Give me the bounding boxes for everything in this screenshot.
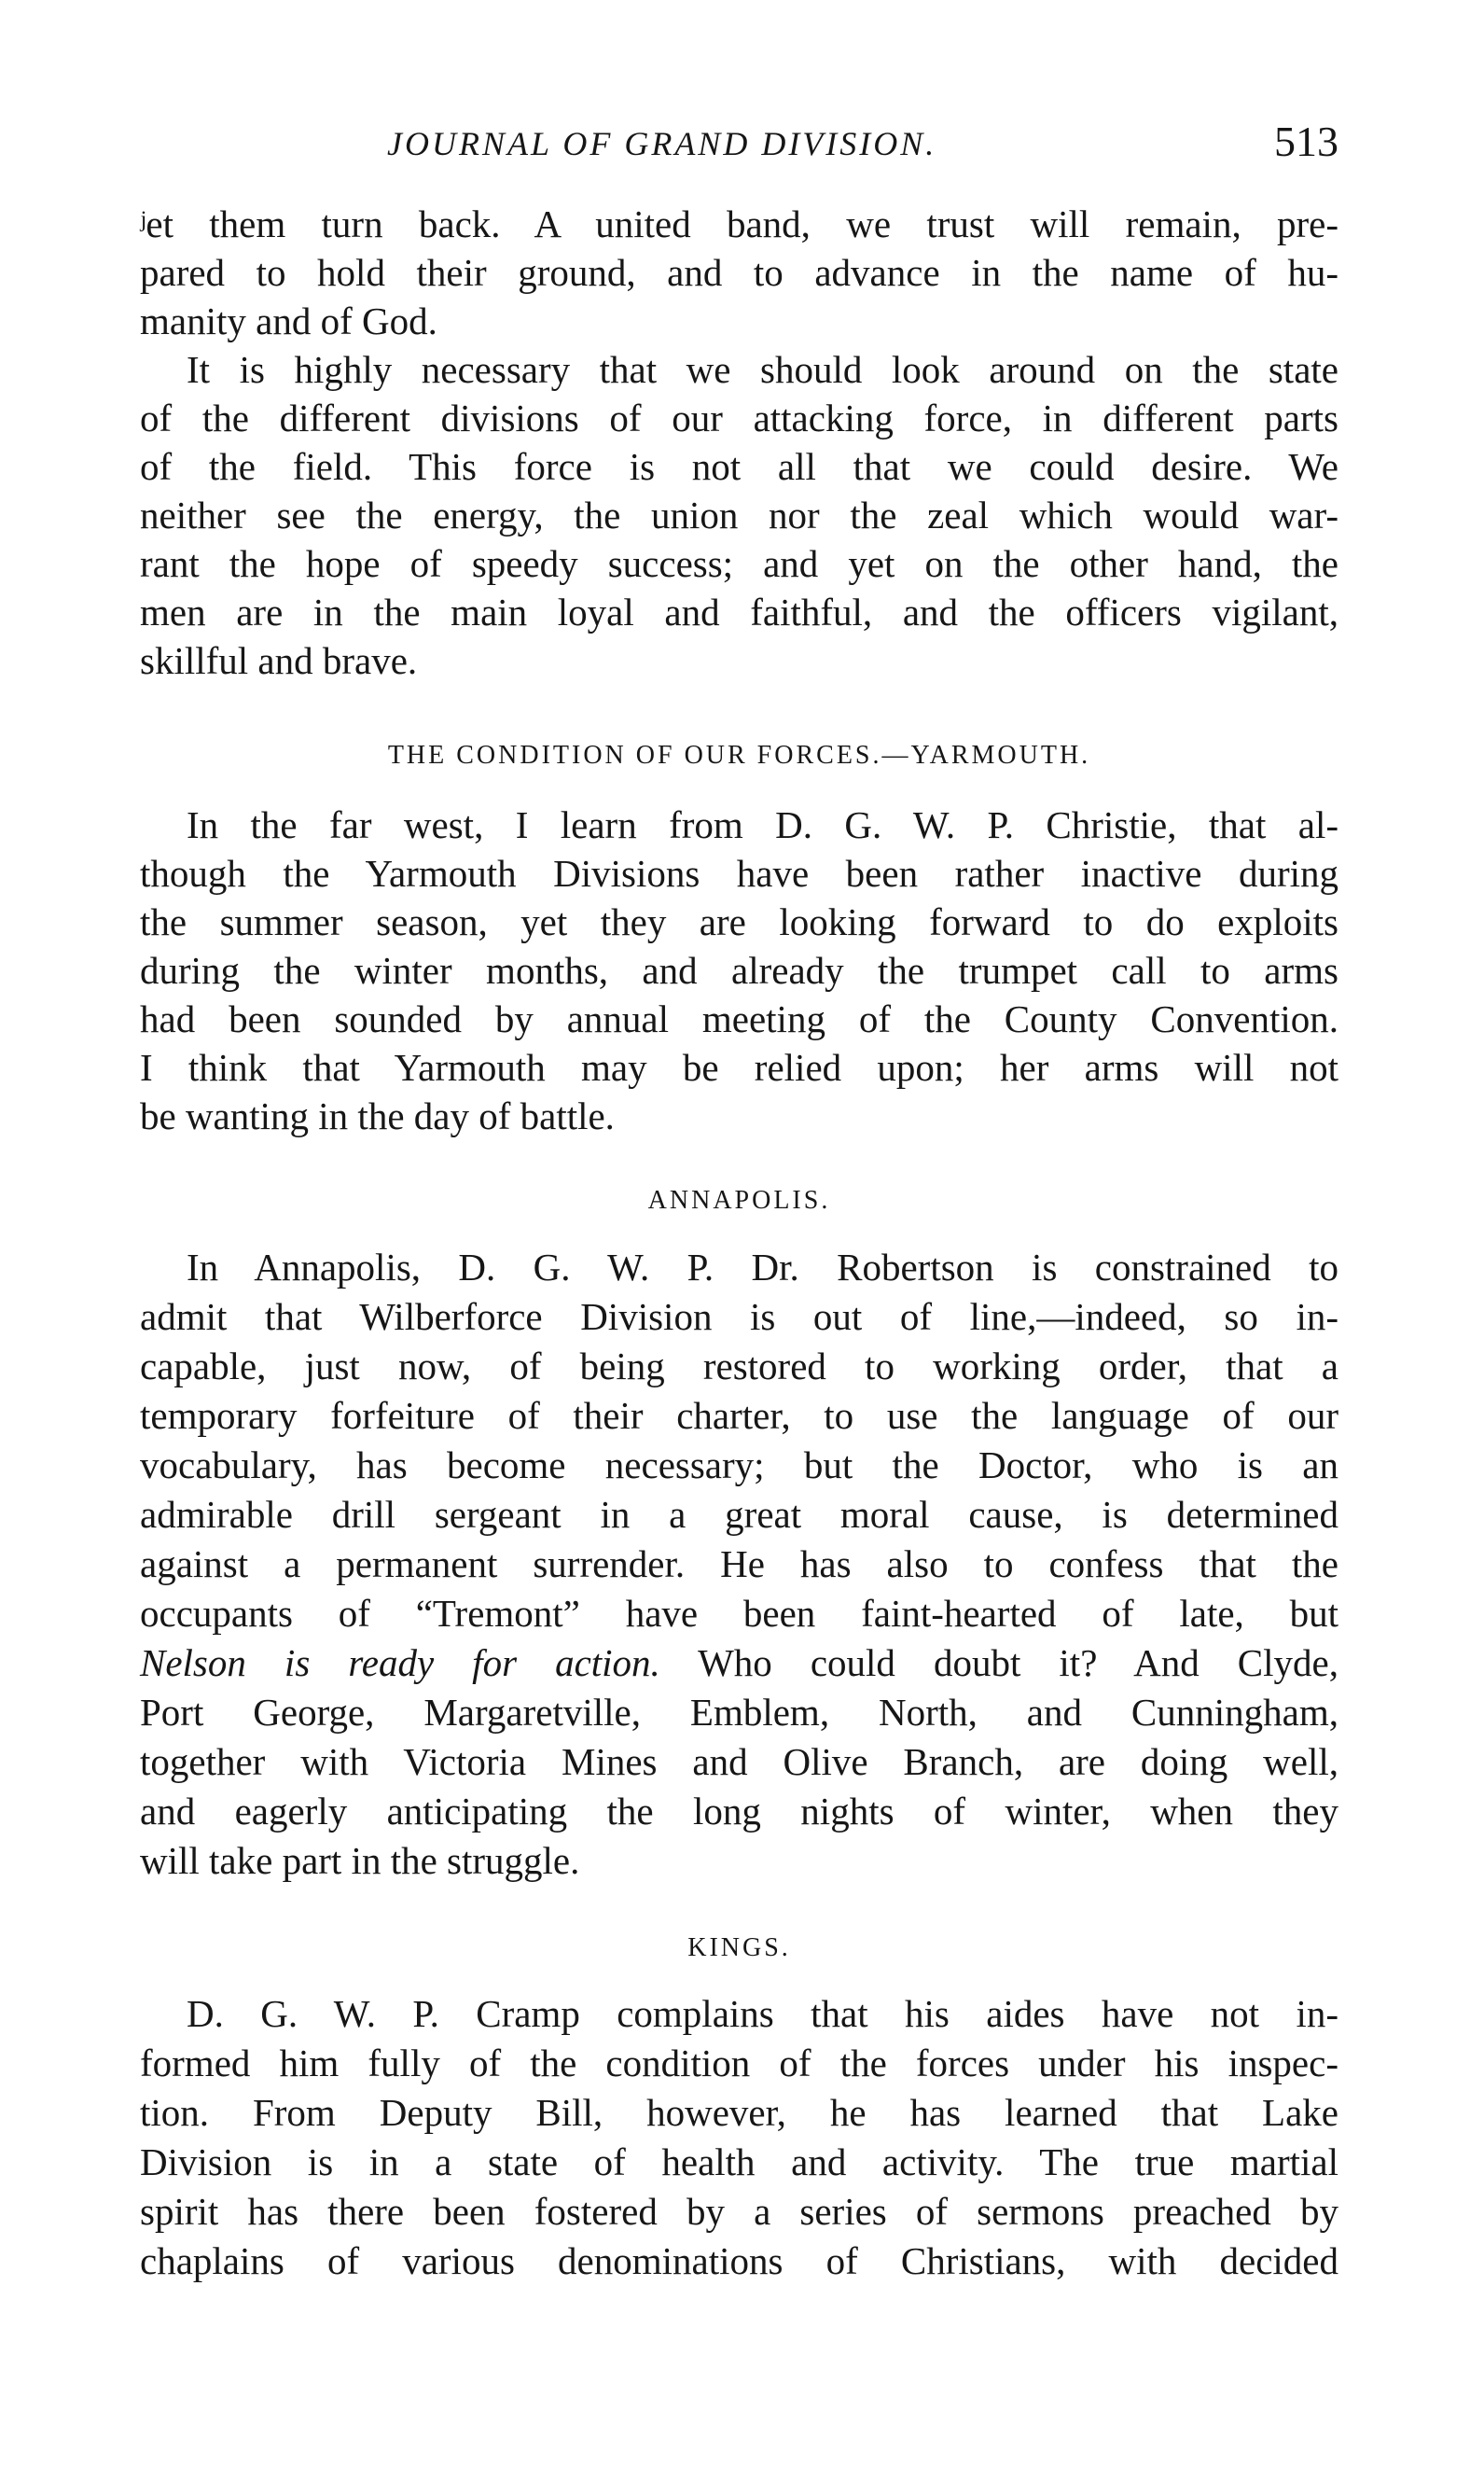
text-line: occupants of “Tremont” have been faint-hearted of late, but <box>140 1592 1338 1635</box>
text-line: In Annapolis, D. G. W. P. Dr. Robertson is constrained to <box>187 1246 1338 1289</box>
text-line: temporary forfeiture of their charter, to use the language of our <box>140 1394 1338 1437</box>
page-number: 513 <box>1274 118 1338 165</box>
text-line: spirit has there been fostered by a series of sermons preached by <box>140 2190 1338 2233</box>
text-line: capable, just now, of being restored to working order, that a <box>140 1345 1338 1387</box>
text-line: vocabulary, has become necessary; but the Doctor, who is an <box>140 1443 1338 1486</box>
text-line: It is highly necessary that we should look around on the state <box>187 348 1338 391</box>
text-line: will take part in the struggle. <box>140 1839 580 1882</box>
section-heading-kings: KINGS. <box>687 1933 791 1962</box>
text-line: neither see the energy, the union nor the zeal which would war- <box>140 494 1338 537</box>
text-line: together with Victoria Mines and Olive Branch, are doing well, <box>140 1740 1338 1783</box>
text-line: rant the hope of speedy success; and yet on the other hand, the <box>140 542 1338 585</box>
text-line: tion. From Deputy Bill, however, he has learned that Lake <box>140 2091 1338 2134</box>
text-line: and eagerly anticipating the long nights of winter, when they <box>140 1790 1338 1833</box>
text-line: I think that Yarmouth may be relied upon; her arms will not <box>140 1046 1338 1089</box>
text-line: Division is in a state of health and activity. The true martial <box>140 2140 1338 2183</box>
text-line: chaplains of various denominations of Christians, with decided <box>140 2239 1338 2282</box>
section-heading-yarmouth: THE CONDITION OF OUR FORCES.—YARMOUTH. <box>387 741 1091 770</box>
page-header <box>140 117 1338 182</box>
text-line: formed him fully of the condition of the forces under his inspec- <box>140 2042 1338 2084</box>
text-line: had been sounded by annual meeting of the County Convention. <box>140 997 1338 1040</box>
text-line: though the Yarmouth Divisions have been rather inactive during <box>140 852 1338 895</box>
text-line: the summer season, yet they are looking forward to do exploits <box>140 900 1338 943</box>
text-line: D. G. W. P. Cramp complains that his aides have not in- <box>187 1992 1338 2035</box>
text-segment: Who could doubt it? And Clyde, <box>659 1641 1338 1684</box>
text-line: skillful and brave. <box>140 639 418 682</box>
text-line: In the far west, I learn from D. G. W. P. Christie, that al- <box>187 803 1338 846</box>
text-line: pared to hold their ground, and to advance in the name of hu- <box>140 251 1338 294</box>
text-line: Port George, Margaretville, Emblem, North, and Cunningham, <box>140 1691 1338 1734</box>
text-line: during the winter months, and already the trumpet call to arms <box>140 949 1338 992</box>
text-line: be wanting in the day of battle. <box>140 1094 615 1137</box>
section-heading-annapolis: ANNAPOLIS. <box>647 1186 831 1215</box>
italic-phrase: Nelson is ready for action. <box>140 1641 660 1684</box>
text-line-mixed <box>140 1638 1338 1687</box>
text-line: of the field. This force is not all that we could desire. We <box>140 445 1338 488</box>
text-line: admit that Wilberforce Division is out of line,—indeed, so in- <box>140 1295 1338 1338</box>
text-line: of the different divisions of our attacking force, in different parts <box>140 397 1338 439</box>
text-line: ʲet them turn back. A united band, we trust will remain, pre- <box>140 202 1338 245</box>
text-line: men are in the main loyal and faithful, and the officers vigilant, <box>140 591 1338 634</box>
running-head: JOURNAL OF GRAND DIVISION. <box>387 125 937 162</box>
text-line: admirable drill sergeant in a great moral cause, is determined <box>140 1493 1338 1536</box>
text-line: against a permanent surrender. He has also to confess that the <box>140 1542 1338 1585</box>
text-line: manity and of God. <box>140 300 437 342</box>
